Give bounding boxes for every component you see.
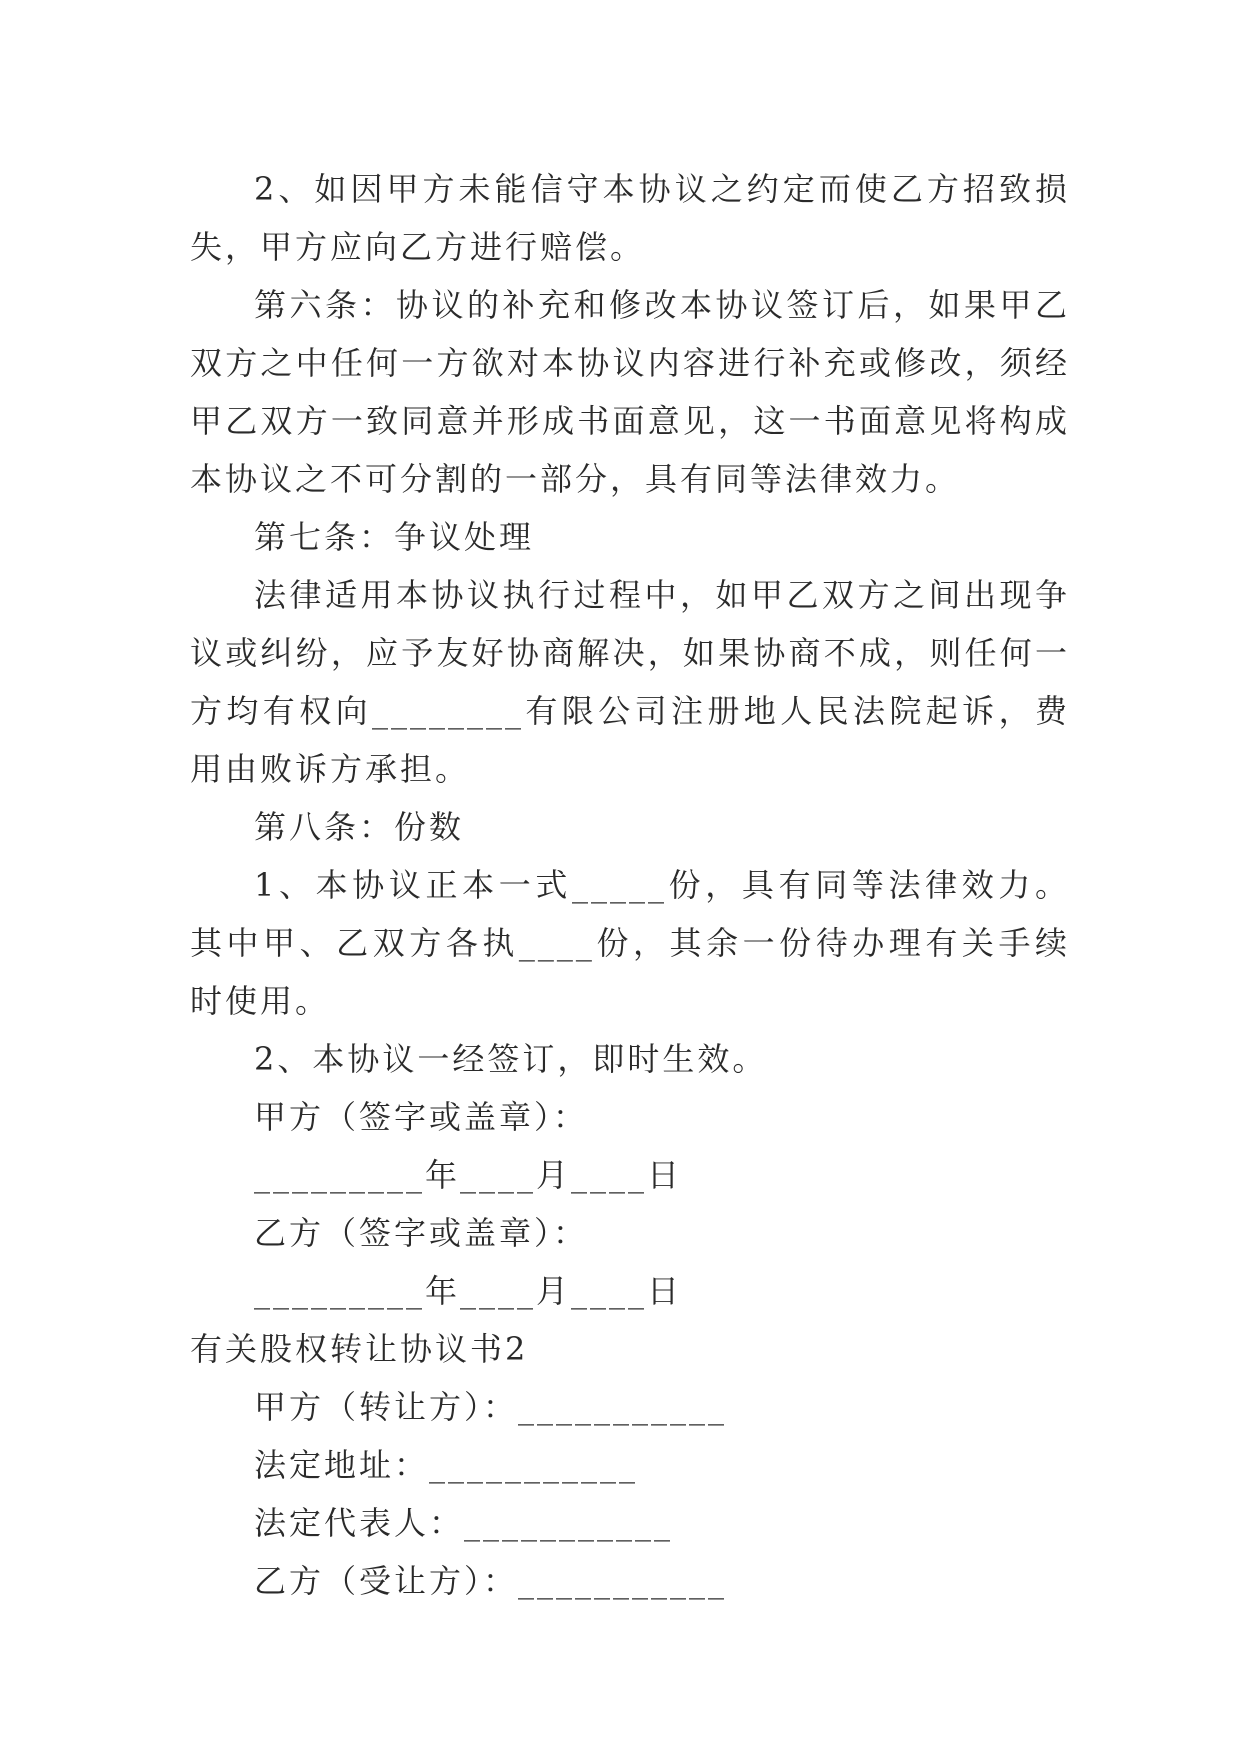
- party-a-date-line: _________年____月____日: [254, 1156, 683, 1194]
- document-body: [190, 160, 1070, 1610]
- party-b-signature-label: 乙方（签字或盖章）：: [254, 1214, 589, 1252]
- party-a-signature-label: 甲方（签字或盖章）：: [254, 1098, 589, 1136]
- paragraph-effective: 2、本协议一经签订，即时生效。: [254, 1040, 768, 1078]
- paragraph-article-6: 第六条：协议的补充和修改本协议签订后，如果甲乙双方之中任何一方欲对本协议内容进行补充或修改，须经甲乙双方一致同意并形成书面意见，这一书面意见将构成本协议之不可分割的一部分，具有同等法律效力。: [190, 286, 1070, 498]
- party-b-transferee-line: 乙方（受让方）：___________: [254, 1562, 728, 1600]
- party-b-date-line: _________年____月____日: [254, 1272, 683, 1310]
- paragraph-dispute-resolution: 法律适用本协议执行过程中，如甲乙双方之间出现争议或纠纷，应予友好协商解决，如果协商不成，则任何一方均有权向________有限公司注册地人民法院起诉，费用由败诉方承担。: [190, 576, 1070, 788]
- paragraph-compensation: 2、如因甲方未能信守本协议之约定而使乙方招致损失，甲方应向乙方进行赔偿。: [190, 170, 1070, 266]
- document-title-2: 有关股权转让协议书2: [190, 1330, 529, 1368]
- heading-article-7: 第七条：争议处理: [254, 518, 535, 556]
- party-a-transferor-line: 甲方（转让方）：___________: [254, 1388, 728, 1426]
- paragraph-copies: 1、本协议正本一式_____份，具有同等法律效力。其中甲、乙双方各执____份，其余一份待办理有关手续时使用。: [190, 866, 1070, 1020]
- heading-article-8: 第八条：份数: [254, 808, 465, 846]
- legal-address-line: 法定地址：___________: [254, 1446, 639, 1484]
- legal-representative-line: 法定代表人：___________: [254, 1504, 674, 1542]
